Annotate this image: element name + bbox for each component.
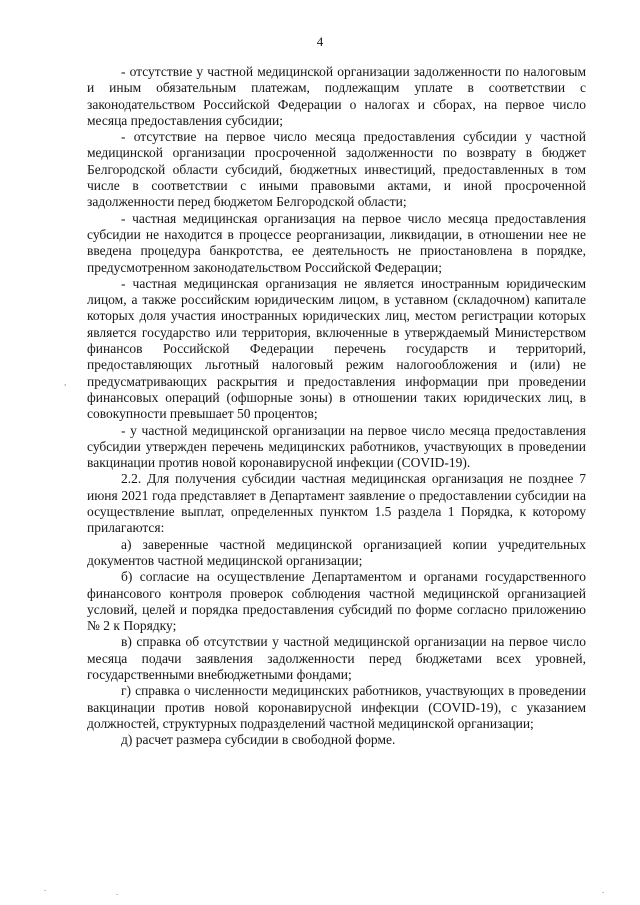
paragraph-no-tax-debt: - отсутствие у частной медицинской организации задолженности по налоговым и иным обязательным платежам, подлежащим уплате в соответствии с законодательством Российской Федерации о налогах и сборах, на первое число месяца предоставления субсидии; — [87, 64, 586, 128]
list-item-g: г) справка о численности медицинских работников, участвующих в проведении вакцинации против новой коронавирусной инфекции (COVID-19), с указанием должностей, структурных подразделений частной медицинской организации; — [87, 683, 586, 731]
list-item-b: б) согласие на осуществление Департаментом и органами государственного финансового контроля проверок соблюдения частной медицинской организацией условий, целей и порядка предоставления субсидий по форме согласно приложению № 2 к Порядку; — [87, 569, 586, 634]
paragraph-section-2-2: 2.2. Для получения субсидии частная медицинская организация не позднее 7 июня 2021 года представляет в Департамент заявление о предоставлении субсидии на осуществление выплат, определенных пунктом 1.5 раздела 1 Порядка, к которому прилагаются: — [87, 471, 586, 536]
scan-speck: . — [44, 883, 47, 893]
scan-speck: . — [602, 885, 605, 895]
page-number: 4 — [316, 34, 324, 49]
document-body — [87, 64, 586, 748]
list-item-a: а) заверенные частной медицинской организацией копии учредительных документов частной медицинской организации; — [87, 536, 586, 568]
list-item-v: в) справка об отсутствии у частной медицинской организации на первое число месяца подачи заявления задолженности перед бюджетами всех уровней, государственными внебюджетными фондами; — [87, 634, 586, 682]
scan-speck: . — [116, 887, 119, 897]
paragraph-staff-list: - у частной медицинской организации на первое число месяца предоставления субсидии утвержден перечень медицинских работников, участвующих в проведении вакцинации против новой коронавирусной инфекции (COVID-19). — [87, 422, 586, 471]
paragraph-no-reorganization: - частная медицинская организация на первое число месяца предоставления субсидии не находится в процессе реорганизации, ликвидации, в отношении нее не введена процедура банкротства, ее деятельность не приостановлена в порядке, предусмотренном законодательством Российской Федерации; — [87, 210, 586, 275]
scan-speck: , — [64, 377, 67, 387]
list-item-d: д) расчет размера субсидии в свободной форме. — [121, 732, 396, 748]
paragraph-no-overdue-debt: - отсутствие на первое число месяца предоставления субсидии у частной медицинской организации просроченной задолженности по возврату в бюджет Белгородской области субсидий, бюджетных инвестиций, предоставленных в том числе в соответствии с иными правовыми актами, и иной просроченной задолженности перед бюджетом Белгородской области; — [87, 129, 586, 210]
paragraph-not-foreign-entity: - частная медицинская организация не является иностранным юридическим лицом, а также российским юридическим лицом, в уставном (складочном) капитале которых доля участия иностранных юридических лиц, местом регистрации которых является государство или территория, включенные в утверждаемый Министерством финансов Российской Федерации перечень государств и территорий, предоставляющих льготный налоговый режим налогообложения и (или) не предусматривающих раскрытия и предоставления информации при проведении финансовых операций (офшорные зоны) в отношении таких юридических лиц, в совокупности превышает 50 процентов; — [87, 275, 586, 422]
